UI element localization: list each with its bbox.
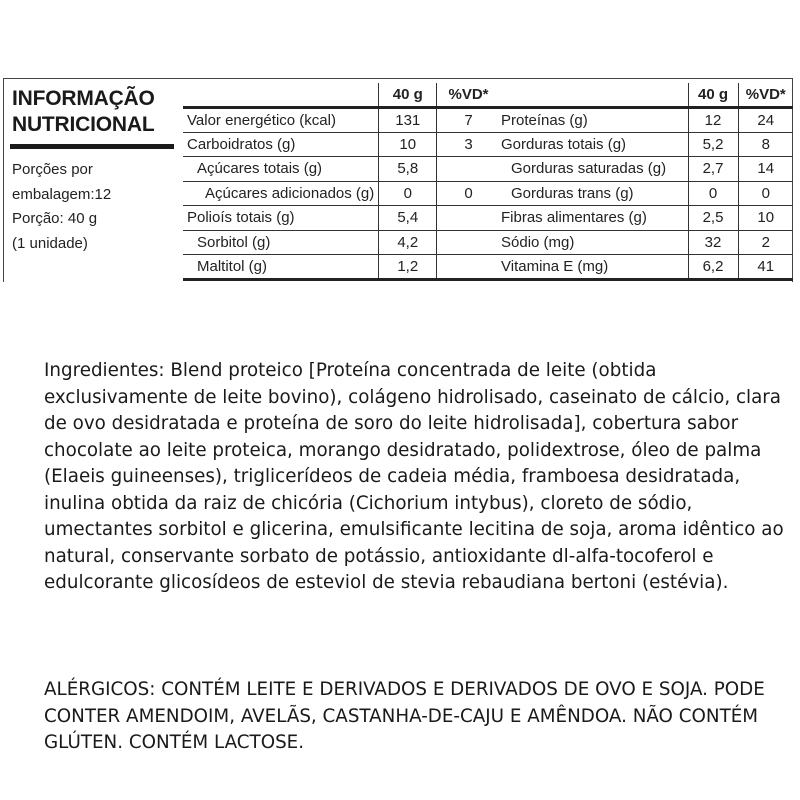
nutrient-amount: 5,2 <box>688 132 738 157</box>
nutrition-title-line-2: NUTRICIONAL <box>12 113 155 136</box>
nutrient-amount: 10 <box>379 132 437 157</box>
portion-size-line-1: Porção: 40 g <box>12 210 98 227</box>
table-row <box>497 181 793 206</box>
nutrient-label: Vitamina E (mg) <box>501 257 609 275</box>
nutrient-daily-value: 24 <box>738 108 793 133</box>
nutrient-daily-value <box>437 206 500 231</box>
table-row <box>183 230 500 255</box>
table-header-row <box>497 83 793 108</box>
nutrient-label: Valor energético (kcal) <box>187 111 336 129</box>
table-row <box>183 255 500 280</box>
nutrient-daily-value: 2 <box>738 230 793 255</box>
ingredients-text: Ingredientes: Blend proteico [Proteína concentrada de leite (obtida exclusivamente de leite bovino), colágeno hidrolisado, caseinato de cálcio, clara de ovo desidratada e proteína de soro do leite hidrolisada], cobertura sabor chocolate ao leite proteica, morango desidratado, polidextrose, óleo de palma (Elaeis guineenses), triglicerídeos de cadeia média, framboesa desidratada, inulina obtida da raiz de chicória (Cichorium intybus), cloreto de sódio, umectantes sorbitol e glicerina, emulsificante lecitina de soja, aroma idêntico ao natural, conservante sorbato de potássio, antioxidante dl-alfa-tocoferol e edulcorante glicosídeos de esteviol de stevia rebaudiana bertoni (estévia). <box>44 360 784 593</box>
nutrient-label: Açúcares adicionados (g) <box>205 184 375 202</box>
nutrient-amount: 4,2 <box>379 230 437 255</box>
nutrient-daily-value: 10 <box>738 206 793 231</box>
nutrient-daily-value <box>437 157 500 182</box>
nutrient-daily-value: 0 <box>437 181 500 206</box>
header-amount: 40 g <box>688 83 738 108</box>
table-row <box>497 132 793 157</box>
nutrient-daily-value: 7 <box>437 108 500 133</box>
table-row <box>497 230 793 255</box>
header-daily-value: %VD* <box>437 83 500 108</box>
servings-per-package-line-2: embalagem:12 <box>12 185 112 203</box>
nutrient-amount: 0 <box>688 181 738 206</box>
header-amount: 40 g <box>379 83 437 108</box>
nutrient-daily-value: 14 <box>738 157 793 182</box>
nutrient-label: Carboidratos (g) <box>187 135 296 153</box>
nutrient-label: Fibras alimentares (g) <box>501 209 647 227</box>
nutrient-daily-value <box>437 230 500 255</box>
nutrition-title-line-1: INFORMAÇÃO <box>12 87 155 110</box>
nutrient-label: Gorduras totais (g) <box>501 135 627 153</box>
nutrient-amount: 12 <box>688 108 738 133</box>
nutrient-amount: 131 <box>379 108 437 133</box>
nutrient-amount: 2,5 <box>688 206 738 231</box>
nutrient-daily-value: 3 <box>437 132 500 157</box>
nutrient-label: Açúcares totais (g) <box>197 160 323 178</box>
nutrient-amount: 5,4 <box>379 206 437 231</box>
header-blank <box>183 83 379 108</box>
table-row <box>497 157 793 182</box>
nutrient-daily-value: 0 <box>738 181 793 206</box>
nutrient-amount: 0 <box>379 181 437 206</box>
header-daily-value: %VD* <box>738 83 793 108</box>
table-row <box>183 157 500 182</box>
table-row <box>183 206 500 231</box>
nutrient-amount: 6,2 <box>688 255 738 280</box>
servings-per-package-line-1: Porções por <box>12 161 93 178</box>
nutrition-table-right <box>497 83 793 281</box>
nutrient-label: Gorduras saturadas (g) <box>511 160 667 178</box>
allergens-text: ALÉRGICOS: CONTÉM LEITE E DERIVADOS E DERIVADOS DE OVO E SOJA. PODE CONTER AMENDOIM, AVELÃS, CASTANHA-DE-CAJU E AMÊNDOA. NÃO CONTÉM GLÚTEN. CONTÉM LACTOSE. <box>44 679 765 753</box>
table-row <box>497 108 793 133</box>
portion-size-line-2: (1 unidade) <box>12 234 88 252</box>
nutrient-amount: 2,7 <box>688 157 738 182</box>
table-header-row <box>183 83 500 108</box>
nutrition-title <box>12 86 155 138</box>
table-row <box>183 108 500 133</box>
nutrient-label: Maltitol (g) <box>197 257 268 275</box>
header-blank <box>497 83 688 108</box>
nutrient-daily-value: 8 <box>738 132 793 157</box>
table-row <box>497 206 793 231</box>
nutrition-table-left <box>183 83 500 281</box>
nutrient-label: Gorduras trans (g) <box>511 184 634 202</box>
table-row <box>183 181 500 206</box>
nutrient-daily-value: 41 <box>738 255 793 280</box>
nutrient-daily-value <box>437 255 500 280</box>
nutrient-amount: 32 <box>688 230 738 255</box>
nutrient-label: Sorbitol (g) <box>197 233 271 251</box>
table-row <box>497 255 793 280</box>
nutrient-amount: 5,8 <box>379 157 437 182</box>
nutrient-label: Sódio (mg) <box>501 233 575 251</box>
table-row <box>183 132 500 157</box>
nutrient-amount: 1,2 <box>379 255 437 280</box>
nutrient-label: Polioís totais (g) <box>187 209 295 227</box>
title-rule <box>10 144 174 149</box>
nutrient-label: Proteínas (g) <box>501 111 588 129</box>
servings-info <box>12 158 111 256</box>
